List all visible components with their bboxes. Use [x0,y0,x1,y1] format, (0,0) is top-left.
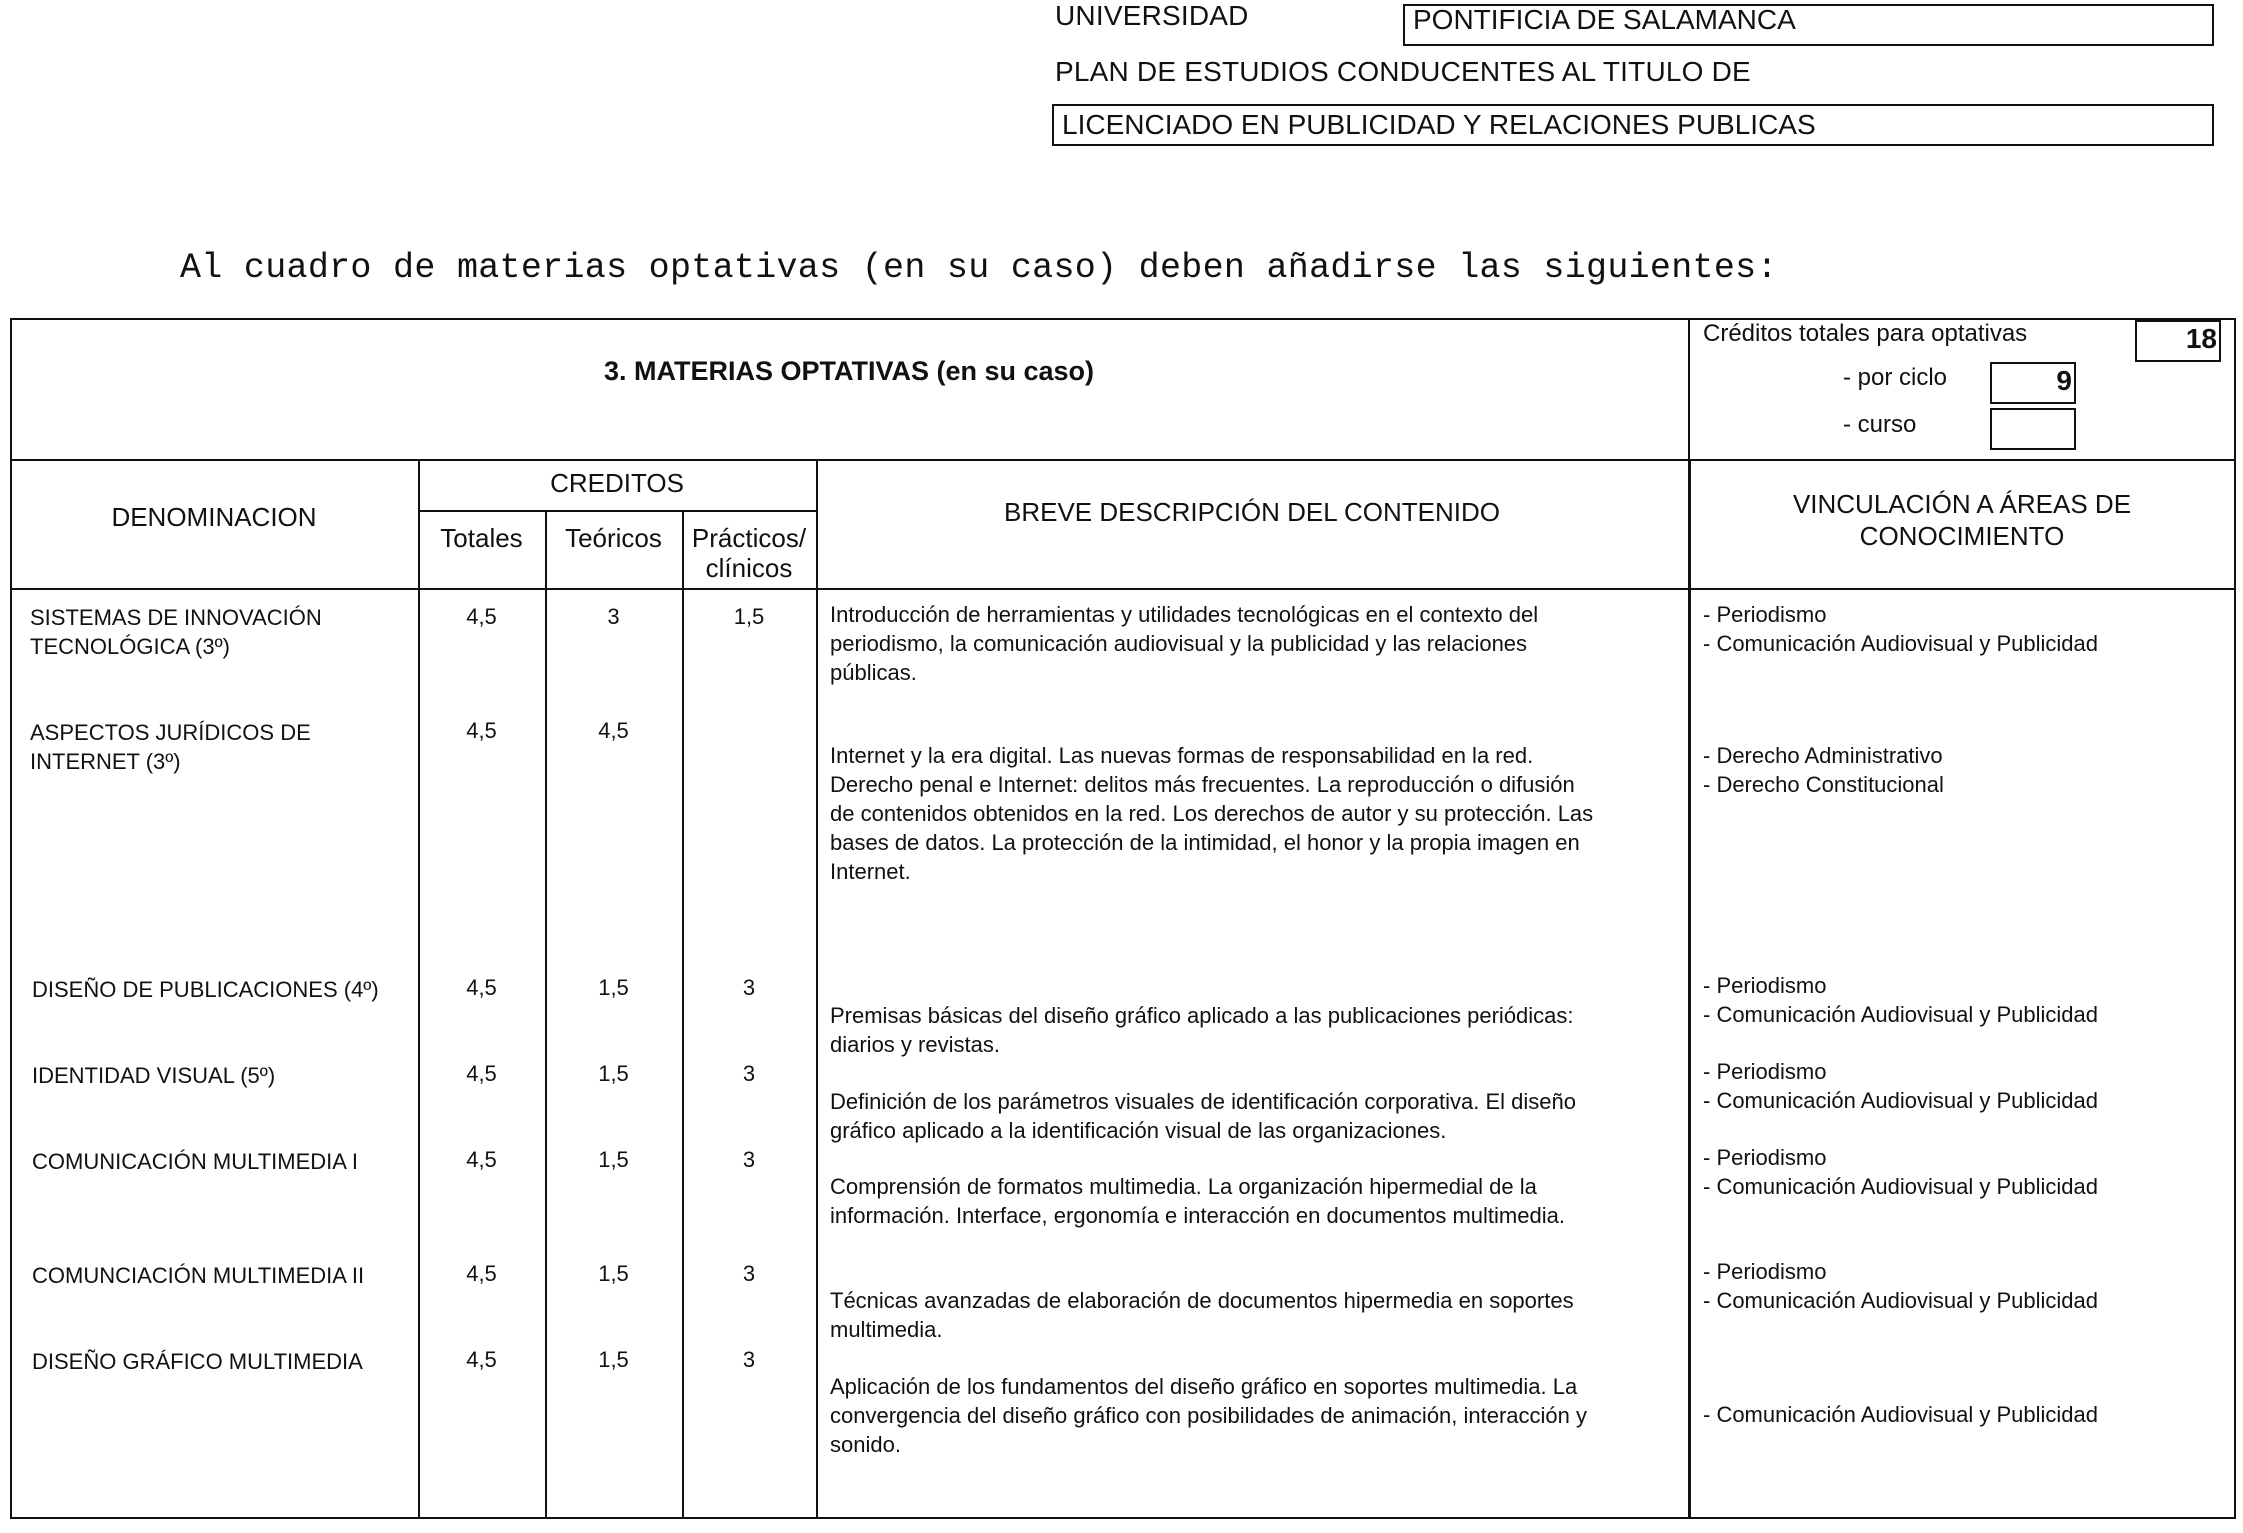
row-totales: 4,5 [466,1347,497,1372]
row-areas: - Periodismo - Comunicación Audiovisual y Publicidad [1703,973,2098,1027]
table-title: 3. MATERIAS OPTATIVAS (en su caso) [603,356,1095,386]
titulo-field: LICENCIADO EN PUBLICIDAD Y RELACIONES PUBLICAS [1052,104,2214,146]
header-practicos: Prácticos/ [691,523,807,553]
header-vinculacion: VINCULACIÓN A ÁREAS DE [1792,489,2132,519]
plan-label: PLAN DE ESTUDIOS CONDUCENTES AL TITULO DE [1055,56,1751,87]
row-practicos: 3 [742,975,756,1000]
row-practicos: 3 [742,1347,756,1372]
curso-box [1990,408,2076,450]
row-descripcion: Comprensión de formatos multimedia. La organización hipermedial de la información. Interface, ergonomía e interacción en documentos multimedia. [830,1174,1565,1228]
header-descripcion: BREVE DESCRIPCIÓN DEL CONTENIDO [1003,497,1500,527]
row-descripcion: Introducción de herramientas y utilidades tecnológicas en el contexto del periodismo, la comunicación audiovisual y la publicidad y las relaciones públicas. [830,602,1539,685]
intro-sentence: Al cuadro de materias optativas (en su caso) deben añadirse las siguientes: [180,248,1778,288]
por-ciclo-box: 9 [1990,362,2076,404]
row-teoricos: 1,5 [598,1261,629,1286]
row-totales: 4,5 [466,604,497,629]
row-areas: - Derecho Administrativo - Derecho Constitucional [1703,743,1944,797]
row-descripcion: Definición de los parámetros visuales de identificación corporativa. El diseño gráfico aplicado a la identificación visual de las organizaciones. [830,1089,1576,1143]
header-conocimiento: CONOCIMIENTO [1859,521,2065,551]
universidad-label: UNIVERSIDAD [1055,0,1249,31]
row-areas: - Periodismo - Comunicación Audiovisual y Publicidad [1703,1145,2098,1199]
header-denominacion: DENOMINACION [111,502,317,532]
row-descripcion: Técnicas avanzadas de elaboración de documentos hipermedia en soportes multimedia. [830,1288,1574,1342]
row-teoricos: 1,5 [598,1147,629,1172]
row-teoricos: 1,5 [598,1061,629,1086]
row-totales: 4,5 [466,1061,497,1086]
creditos-totales-label: Créditos totales para optativas [1703,320,2028,347]
header-clinicos: clínicos [705,553,793,583]
row-areas: - Periodismo - Comunicación Audiovisual y Publicidad [1703,1259,2098,1313]
header-teoricos: Teóricos [565,523,662,553]
row-denominacion: SISTEMAS DE INNOVACIÓN TECNOLÓGICA (3º) [30,605,322,659]
row-denominacion: ASPECTOS JURÍDICOS DE INTERNET (3º) [30,720,311,774]
row-practicos: 3 [742,1261,756,1286]
row-denominacion: IDENTIDAD VISUAL (5º) [32,1063,276,1088]
row-denominacion: DISEÑO GRÁFICO MULTIMEDIA [32,1349,363,1374]
row-denominacion: COMUNCIACIÓN MULTIMEDIA II [32,1263,365,1288]
row-teoricos: 4,5 [598,718,629,743]
row-descripcion: Internet y la era digital. Las nuevas formas de responsabilidad en la red. Derecho penal e Internet: delitos más frecuentes. La reproducción o difusión de contenidos obtenidos en la red. Los derechos de autor y su protección. Las bases de datos. La protección de la intimidad, el honor y la propia imagen en Internet. [830,743,1594,884]
row-areas: - Periodismo - Comunicación Audiovisual y Publicidad [1703,1059,2098,1113]
row-practicos: 3 [742,1147,756,1172]
universidad-field: PONTIFICIA DE SALAMANCA [1403,4,2214,46]
creditos-totales-box: 18 [2135,320,2221,362]
row-totales: 4,5 [466,718,497,743]
row-teoricos: 3 [607,604,620,629]
row-practicos: 3 [742,1061,756,1086]
row-areas: - Comunicación Audiovisual y Publicidad [1703,1402,2098,1427]
row-practicos: 1,5 [733,604,765,629]
header-creditos: CREDITOS [550,468,684,498]
por-ciclo-label: - por ciclo [1843,364,1948,391]
row-descripcion: Aplicación de los fundamentos del diseño gráfico en soportes multimedia. La convergencia del diseño gráfico con posibilidades de animación, interacción y sonido. [830,1374,1588,1457]
row-totales: 4,5 [466,1261,497,1286]
row-teoricos: 1,5 [598,975,629,1000]
row-denominacion: DISEÑO DE PUBLICACIONES (4º) [32,977,379,1002]
row-totales: 4,5 [466,975,497,1000]
curso-label: - curso [1843,411,1917,438]
row-totales: 4,5 [466,1147,497,1172]
row-descripcion: Premisas básicas del diseño gráfico aplicado a las publicaciones periódicas: diarios y revistas. [830,1003,1574,1057]
row-denominacion: COMUNICACIÓN MULTIMEDIA I [32,1149,358,1174]
row-teoricos: 1,5 [598,1347,629,1372]
row-areas: - Periodismo - Comunicación Audiovisual y Publicidad [1703,602,2098,656]
header-totales: Totales [440,523,523,553]
